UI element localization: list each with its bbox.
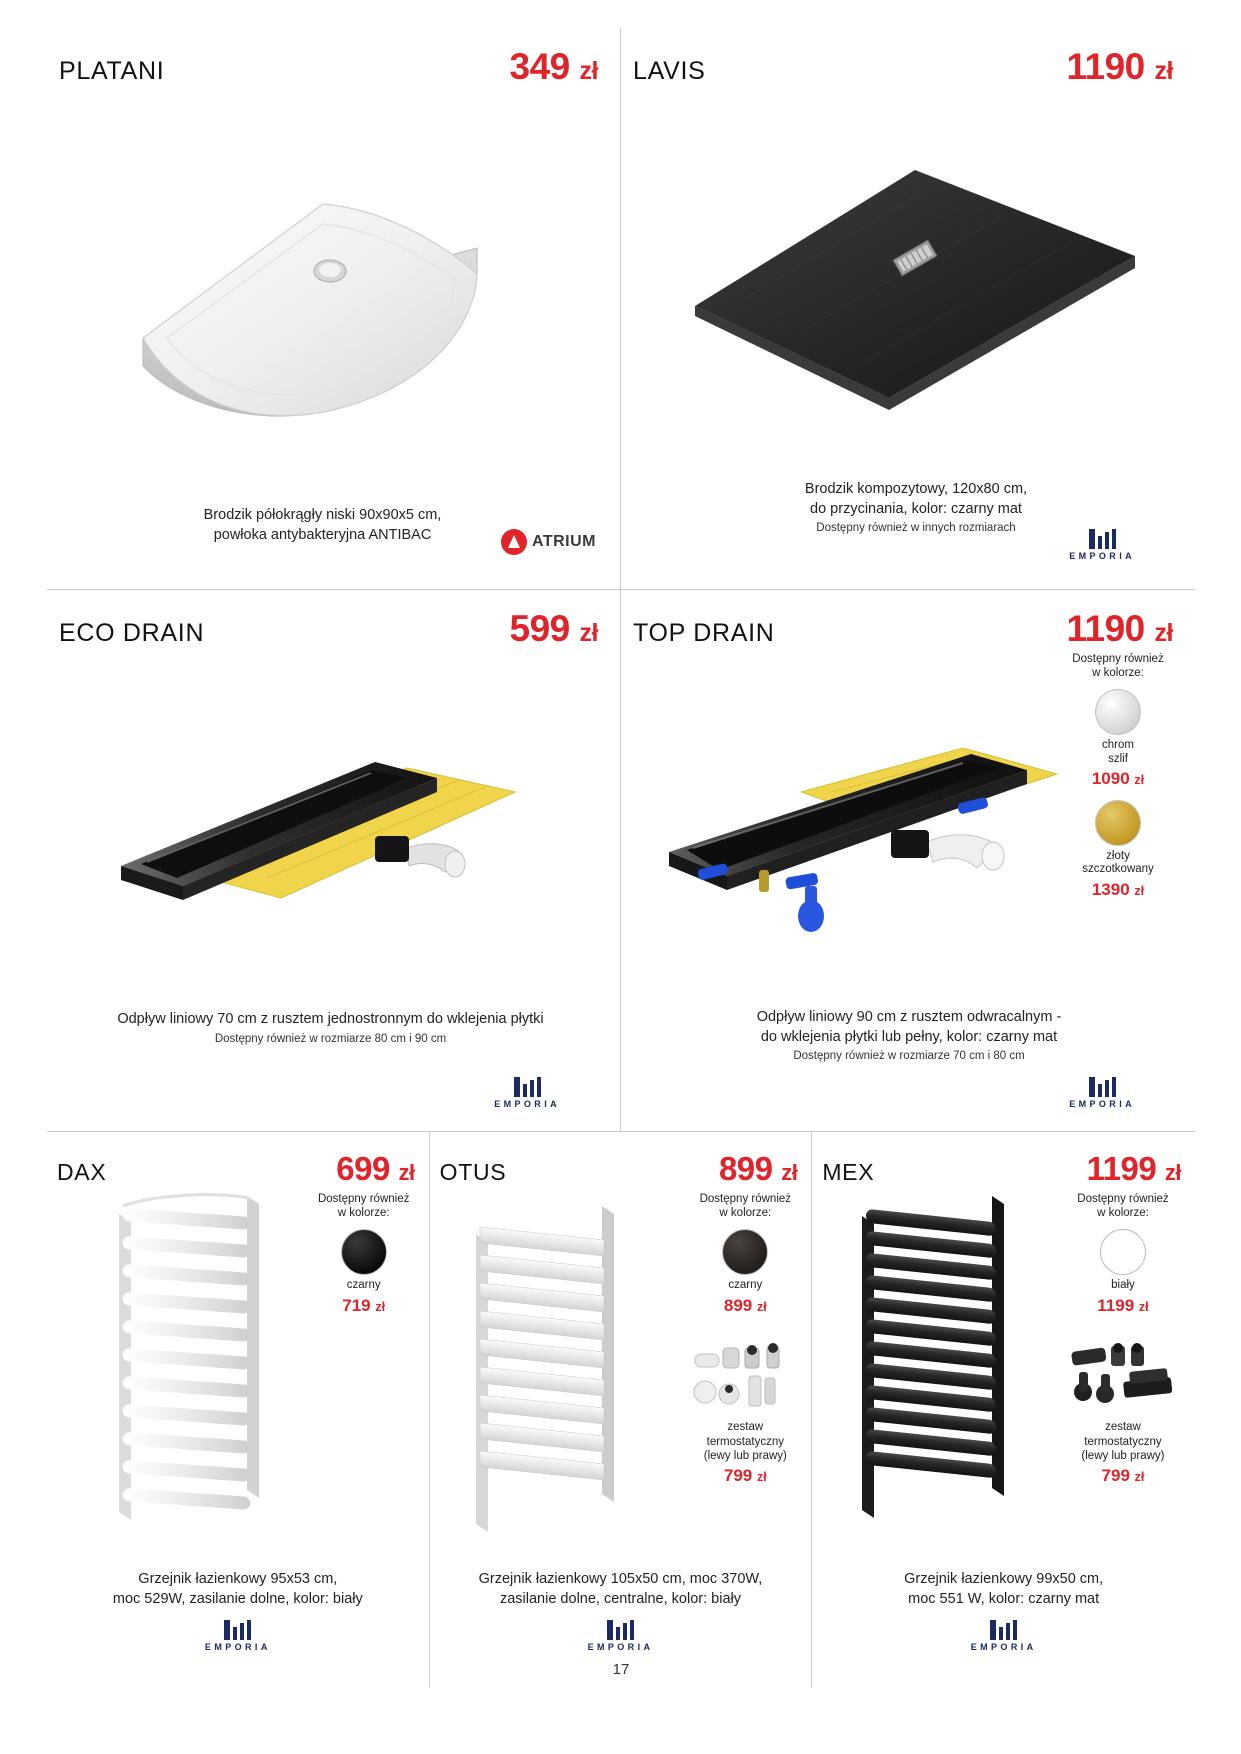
card-header <box>430 1132 812 1188</box>
option-price-value: 719 <box>342 1295 371 1315</box>
option-price-currency: zł <box>1134 773 1145 788</box>
product-price <box>719 1150 797 1188</box>
atrium-wordmark: ATRIUM <box>531 533 596 550</box>
accessory-line-1: zestaw termostatyczny <box>1084 1421 1162 1448</box>
option-price-value: 899 <box>723 1295 753 1315</box>
emporia-wordmark: EMPORIA <box>204 1642 271 1652</box>
accessory-price-value: 799 <box>1101 1466 1130 1486</box>
option-name: czarny <box>346 1278 381 1291</box>
desc-line-1: Brodzik półokrągły niski 90x90x5 cm, <box>203 507 442 523</box>
desc-line-1: Brodzik kompozytowy, 120x80 cm, <box>804 481 1028 497</box>
emporia-wordmark: EMPORIA <box>970 1642 1037 1652</box>
desc-note: Dostępny również w innych rozmiarach <box>816 522 1016 535</box>
brand-logo-atrium <box>501 529 596 555</box>
option-price-currency: zł <box>375 1299 386 1314</box>
option-name: biały <box>1111 1278 1135 1291</box>
emporia-wordmark: EMPORIA <box>494 1099 560 1109</box>
swatch-black-icon[interactable] <box>722 1229 768 1275</box>
linear-drain-reversible-icon <box>641 730 1071 940</box>
accessory-price <box>1067 1465 1179 1486</box>
product-description <box>818 1570 1189 1609</box>
towel-radiator-white-icon <box>97 1190 297 1530</box>
swatch-chrome-icon[interactable] <box>1095 689 1141 735</box>
price-currency: zł <box>781 1160 798 1185</box>
accessory-otus[interactable] <box>689 1342 801 1487</box>
accessory-price-currency: zł <box>757 1470 767 1485</box>
options-lead-line-2: w kolorze: <box>1092 667 1144 680</box>
thermostatic-valve-set-black-icon <box>1067 1342 1179 1416</box>
color-options-dax <box>309 1192 419 1316</box>
product-description <box>436 1570 806 1609</box>
card-header <box>47 590 620 650</box>
emporia-mark-icon <box>514 1077 541 1097</box>
product-description <box>661 480 1171 534</box>
color-options-top-drain <box>1059 652 1177 900</box>
option-name-line-1: złoty <box>1106 849 1130 862</box>
accessory-line-1: zestaw termostatyczny <box>706 1421 784 1448</box>
product-image-mex <box>840 1188 1040 1533</box>
product-card-mex[interactable] <box>812 1132 1195 1688</box>
brand-logo-emporia <box>47 1620 429 1652</box>
price-value: 699 <box>336 1150 390 1187</box>
product-image-platani <box>125 188 525 433</box>
product-description <box>57 1010 604 1045</box>
product-price <box>1087 1150 1181 1188</box>
brand-logo-emporia <box>494 1077 560 1109</box>
options-lead-line-1: Dostępny również <box>1072 653 1164 665</box>
emporia-mark-icon <box>1089 529 1116 549</box>
option-price <box>689 1295 801 1316</box>
color-options-mex <box>1067 1192 1179 1487</box>
option-price <box>309 1295 419 1316</box>
towel-radiator-flat-white-icon <box>452 1194 652 1534</box>
desc-line-2: zasilanie dolne, centralne, kolor: biały <box>499 1590 741 1607</box>
option-price-currency: zł <box>1134 884 1145 899</box>
accessory-price-currency: zł <box>1134 1470 1145 1485</box>
options-lead-line-2: w kolorze: <box>1097 1207 1149 1220</box>
options-lead-line-2: w kolorze: <box>719 1207 772 1220</box>
product-card-platani[interactable] <box>47 28 621 590</box>
product-image-otus <box>452 1194 652 1539</box>
product-card-lavis[interactable] <box>621 28 1195 590</box>
emporia-mark-icon <box>1089 1077 1116 1097</box>
desc-line-1: Odpływ liniowy 70 cm z rusztem jednostronnym do wklejenia płytki <box>117 1011 544 1027</box>
accessory-line-2: (lewy lub prawy) <box>1081 1449 1165 1462</box>
product-title: TOP DRAIN <box>633 619 775 647</box>
price-value: 1199 <box>1086 1150 1157 1187</box>
card-header <box>812 1132 1195 1188</box>
product-description <box>53 1570 423 1609</box>
emporia-wordmark: EMPORIA <box>1069 551 1135 561</box>
product-price <box>510 46 598 88</box>
desc-line-1: Grzejnik łazienkowy 95x53 cm, <box>138 1571 338 1587</box>
desc-note: Dostępny również w rozmiarze 70 cm i 80 cm <box>793 1050 1025 1063</box>
price-value: 599 <box>509 608 570 649</box>
desc-note: Dostępny również w rozmiarze 80 cm i 90 cm <box>214 1032 447 1045</box>
product-title: MEX <box>822 1159 875 1185</box>
product-image-dax <box>97 1190 297 1535</box>
option-price <box>1059 879 1177 900</box>
product-row-2 <box>47 590 1195 1132</box>
option-name-line-1: chrom <box>1102 738 1134 751</box>
options-lead-line-1: Dostępny również <box>1077 1193 1169 1205</box>
price-currency: zł <box>579 619 598 647</box>
options-lead-line-2: w kolorze: <box>337 1207 390 1220</box>
emporia-mark-icon <box>224 1620 251 1640</box>
product-price <box>510 608 598 650</box>
towel-radiator-black-icon <box>840 1188 1040 1528</box>
product-image-eco-drain <box>107 740 537 925</box>
card-header <box>621 28 1195 88</box>
catalog-page <box>47 28 1195 1688</box>
product-title: ECO DRAIN <box>59 619 205 647</box>
product-title: LAVIS <box>633 57 706 85</box>
linear-drain-icon <box>107 740 537 920</box>
color-option[interactable] <box>1059 689 1177 790</box>
desc-line-2: moc 529W, zasilanie dolne, kolor: biały <box>112 1590 363 1607</box>
product-title: PLATANI <box>59 57 165 85</box>
product-price <box>1066 608 1173 650</box>
price-currency: zł <box>579 57 598 85</box>
accessory-price <box>689 1465 801 1486</box>
price-value: 899 <box>718 1150 773 1187</box>
color-option[interactable] <box>1067 1229 1179 1316</box>
product-row-3 <box>47 1132 1195 1688</box>
card-header <box>47 28 620 88</box>
brand-logo-emporia <box>812 1620 1195 1652</box>
card-header <box>47 1132 429 1188</box>
product-image-top-drain <box>641 730 1071 945</box>
option-price-value: 1390 <box>1091 880 1130 900</box>
accessory-mex[interactable] <box>1067 1342 1179 1487</box>
price-value: 1190 <box>1066 46 1145 87</box>
desc-line-2: do przycinania, kolor: czarny mat <box>810 500 1022 517</box>
option-price-value: 1199 <box>1097 1295 1135 1315</box>
product-description <box>641 1008 1177 1062</box>
product-card-otus[interactable] <box>430 1132 813 1688</box>
desc-line-2: moc 551 W, kolor: czarny mat <box>908 1590 1100 1607</box>
color-option[interactable] <box>309 1229 419 1316</box>
options-lead-line-1: Dostępny również <box>317 1193 410 1205</box>
thermostatic-valve-set-icon <box>689 1342 801 1416</box>
option-price <box>1059 768 1177 789</box>
option-price-currency: zł <box>757 1299 767 1314</box>
atrium-mark-icon <box>501 529 527 555</box>
accessory-line-2: (lewy lub prawy) <box>703 1449 787 1462</box>
emporia-mark-icon <box>607 1620 634 1640</box>
emporia-wordmark: EMPORIA <box>587 1642 654 1652</box>
desc-line-1: Grzejnik łazienkowy 99x50 cm, <box>904 1571 1104 1587</box>
price-value: 1190 <box>1066 608 1145 649</box>
swatch-white-icon[interactable] <box>1100 1229 1146 1275</box>
product-card-eco-drain[interactable] <box>47 590 621 1132</box>
option-name-line-2: szczotkowany <box>1082 863 1154 876</box>
shower-tray-square-black-icon <box>683 148 1143 438</box>
desc-line-2: powłoka antybakteryjna ANTIBAC <box>213 526 432 543</box>
color-options-otus <box>689 1192 801 1487</box>
option-name: czarny <box>728 1278 763 1291</box>
page-number: 17 <box>612 1661 630 1678</box>
price-currency: zł <box>1154 619 1173 647</box>
swatch-black-icon[interactable] <box>341 1229 387 1275</box>
emporia-mark-icon <box>990 1620 1017 1640</box>
price-currency: zł <box>398 1160 415 1185</box>
shower-tray-quarter-round-icon <box>125 188 525 428</box>
swatch-gold-icon[interactable] <box>1095 800 1141 846</box>
option-price-currency: zł <box>1138 1299 1149 1314</box>
product-card-dax[interactable] <box>47 1132 430 1688</box>
brand-logo-emporia <box>430 1620 812 1652</box>
price-value: 349 <box>509 46 570 87</box>
brand-logo-emporia <box>1069 529 1135 561</box>
product-row-1 <box>47 28 1195 590</box>
option-name-line-2: szlif <box>1108 752 1128 765</box>
product-card-top-drain[interactable] <box>621 590 1195 1132</box>
accessory-price-value: 799 <box>723 1466 753 1486</box>
brand-logo-emporia <box>1069 1077 1135 1109</box>
option-price-value: 1090 <box>1091 769 1130 789</box>
color-option[interactable] <box>1059 800 1177 901</box>
product-price <box>336 1150 414 1188</box>
price-currency: zł <box>1154 57 1173 85</box>
color-option[interactable] <box>689 1229 801 1316</box>
product-image-lavis <box>683 148 1143 443</box>
price-currency: zł <box>1164 1160 1181 1185</box>
option-price <box>1067 1295 1179 1316</box>
desc-line-1: Odpływ liniowy 90 cm z rusztem odwracalnym - <box>756 1009 1062 1025</box>
emporia-wordmark: EMPORIA <box>1069 1099 1135 1109</box>
options-lead-line-1: Dostępny również <box>699 1193 792 1205</box>
desc-line-1: Grzejnik łazienkowy 105x50 cm, moc 370W, <box>478 1571 763 1587</box>
card-header <box>621 590 1195 650</box>
product-title: DAX <box>57 1159 107 1185</box>
product-title: OTUS <box>439 1159 507 1185</box>
desc-line-2: do wklejenia płytki lub pełny, kolor: czarny mat <box>760 1028 1058 1045</box>
product-price <box>1066 46 1173 88</box>
